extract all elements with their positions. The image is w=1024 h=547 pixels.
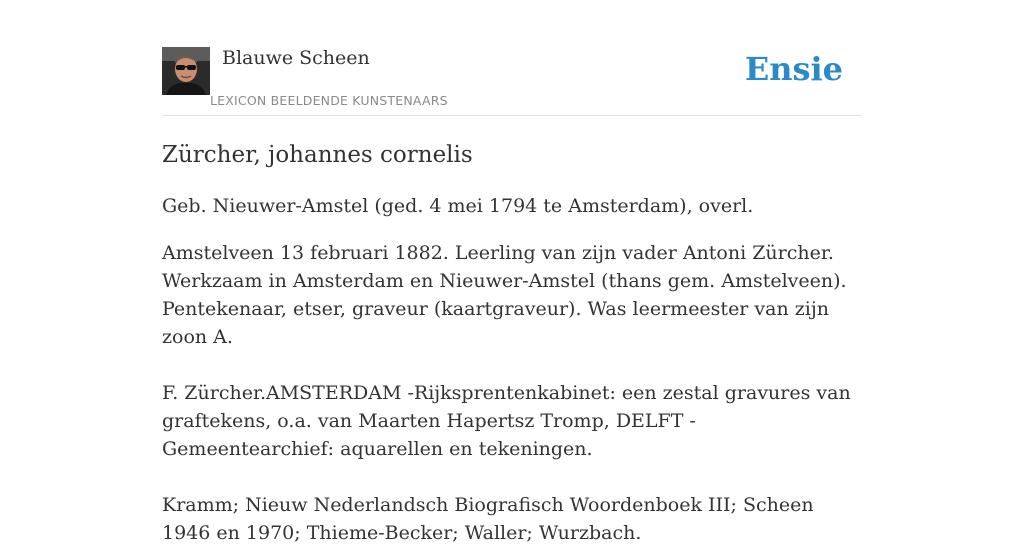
article-body — [162, 192, 862, 547]
article-intro: Geb. Nieuwer-Amstel (ged. 4 mei 1794 te Amsterdam), overl. — [162, 195, 754, 217]
header-divider — [162, 115, 862, 116]
article-text: Amstelveen 13 februari 1882. Leerling van zijn vader Antoni Zürcher. Werkzaam in Amsterdam en Nieuwer-Amstel (thans gem. Amstelveen). Pentekenaar, etser, graveur (kaartgraveur). Was leermeester van zijn zoon A. F. Zürcher.AMSTERDAM -Rijksprentenkabinet: een zestal gravures van graftekens, o.a. van Maarten Hapertsz Tromp, DELFT -Gemeentearchief: aquarellen en tekeningen. Kramm; Nieuw Nederlandsch Biografisch Woordenboek III; Scheen 1946 en 1970; Thieme-Becker; Waller; Wurzbach. — [162, 242, 851, 544]
category-label[interactable]: LEXICON BEELDENDE KUNSTENAARS — [210, 93, 448, 108]
author-avatar[interactable] — [162, 47, 210, 95]
ensie-logo[interactable]: Ensie — [744, 50, 843, 88]
author-name[interactable]: Blauwe Scheen — [222, 47, 370, 69]
article-title: Zürcher, johannes cornelis — [162, 142, 473, 168]
avatar-photo — [162, 47, 210, 95]
